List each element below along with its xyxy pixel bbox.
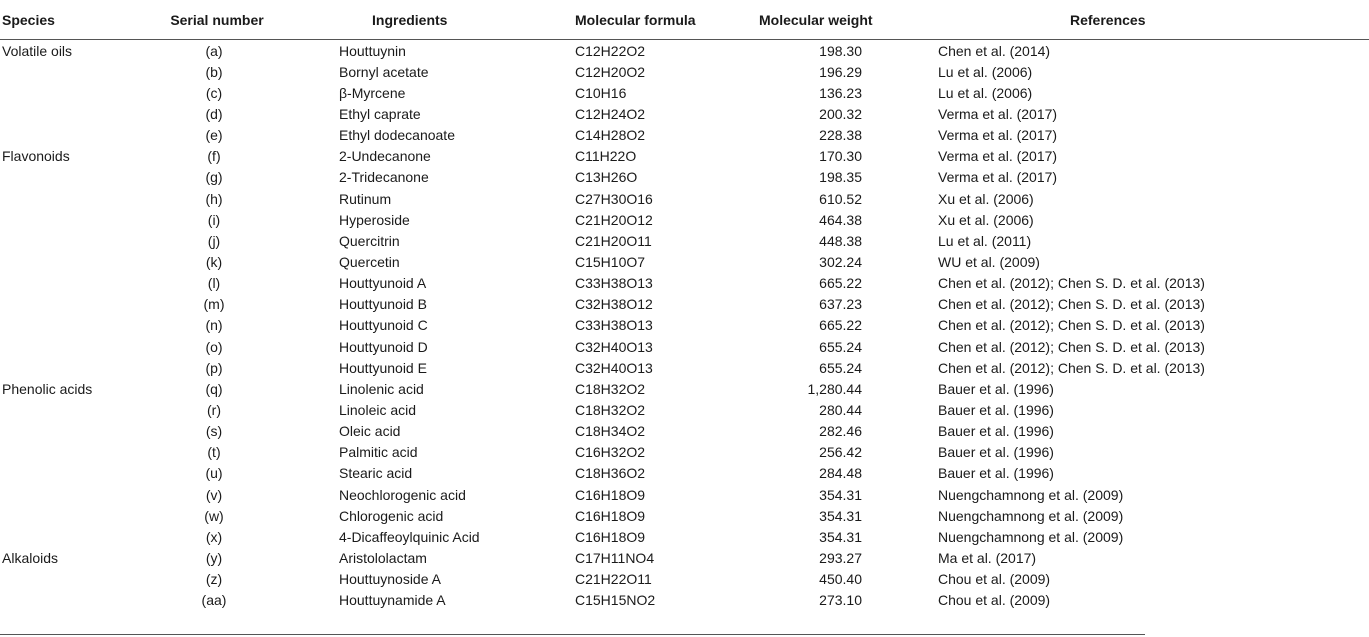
- serial-number-cell: (z): [205, 571, 223, 588]
- table-row: [0, 61, 1369, 82]
- species-cell: [0, 505, 142, 526]
- ingredient-cell: Bornyl acetate: [339, 63, 429, 80]
- species-cell: [0, 442, 142, 463]
- molecular-formula-cell: C32H40O13: [575, 338, 653, 355]
- molecular-weight-cell: 354.31: [819, 486, 862, 503]
- molecular-formula-cell: C10H16: [575, 84, 627, 101]
- molecular-weight-cell: 610.52: [819, 190, 862, 207]
- serial-number-cell: (t): [207, 444, 221, 461]
- species-cell: [0, 103, 142, 124]
- table-row: [0, 167, 1369, 188]
- serial-number-cell: (o): [205, 338, 223, 355]
- serial-number-cell: (y): [205, 549, 223, 566]
- molecular-formula-cell: C16H18O9: [575, 507, 646, 524]
- serial-number-cell: (q): [205, 380, 223, 397]
- ingredient-cell: Houttuynoside A: [339, 571, 441, 588]
- reference-cell: Verma et al. (2017): [938, 169, 1058, 186]
- ingredient-cell: Houttyunoid D: [339, 338, 428, 355]
- molecular-weight-cell: 637.23: [819, 296, 862, 313]
- table-row: [0, 230, 1369, 251]
- ingredient-cell: Chlorogenic acid: [339, 507, 444, 524]
- ingredient-cell: Hyperoside: [339, 211, 410, 228]
- molecular-formula-cell: C16H32O2: [575, 444, 646, 461]
- table-row: [0, 125, 1369, 146]
- serial-number-cell: (g): [205, 169, 223, 186]
- reference-cell: Bauer et al. (1996): [938, 401, 1054, 418]
- table-row: [0, 569, 1369, 590]
- molecular-weight-cell: 1,280.44: [807, 380, 862, 397]
- species-cell: [0, 188, 142, 209]
- reference-cell: Xu et al. (2006): [938, 190, 1034, 207]
- serial-number-cell: (b): [205, 63, 223, 80]
- molecular-formula-cell: C18H36O2: [575, 465, 646, 482]
- molecular-weight-cell: 196.29: [819, 63, 862, 80]
- molecular-weight-cell: 256.42: [819, 444, 862, 461]
- molecular-weight-cell: 302.24: [819, 253, 862, 270]
- table-row: [0, 40, 1369, 62]
- table-row: [0, 463, 1369, 484]
- molecular-weight-cell: 200.32: [819, 105, 862, 122]
- molecular-formula-cell: C21H20O12: [575, 211, 653, 228]
- molecular-formula-cell: C11H22O: [575, 148, 637, 165]
- species-cell: [0, 569, 142, 590]
- ingredient-cell: Houttyunoid C: [339, 317, 428, 334]
- molecular-weight-cell: 228.38: [819, 127, 862, 144]
- reference-cell: Chen et al. (2012); Chen S. D. et al. (2013): [938, 359, 1205, 376]
- serial-number-cell: (p): [205, 359, 223, 376]
- serial-number-cell: (r): [207, 401, 221, 418]
- header-species: Species: [0, 0, 142, 40]
- ingredient-cell: Houttyunoid E: [339, 359, 427, 376]
- species-cell: Alkaloids: [2, 549, 59, 566]
- species-cell: [0, 273, 142, 294]
- reference-cell: WU et al. (2009): [938, 253, 1040, 270]
- species-cell: [0, 357, 142, 378]
- molecular-weight-cell: 198.35: [819, 169, 862, 186]
- table-row: [0, 357, 1369, 378]
- species-cell: [0, 315, 142, 336]
- molecular-formula-cell: C13H26O: [575, 169, 638, 186]
- serial-number-cell: (f): [207, 148, 221, 165]
- species-cell: Flavonoids: [2, 148, 70, 165]
- ingredient-cell: Quercitrin: [339, 232, 400, 249]
- species-cell: [0, 463, 142, 484]
- species-cell: [0, 209, 142, 230]
- serial-number-cell: (w): [204, 507, 224, 524]
- serial-number-cell: (e): [205, 127, 223, 144]
- ingredient-cell: Palmitic acid: [339, 444, 418, 461]
- molecular-formula-cell: C16H18O9: [575, 486, 646, 503]
- reference-cell: Chen et al. (2014): [938, 42, 1051, 59]
- molecular-formula-cell: C32H40O13: [575, 359, 653, 376]
- header-molecular-weight: Molecular weight: [753, 0, 934, 40]
- molecular-weight-cell: 198.30: [819, 42, 862, 59]
- ingredient-cell: Houttyunoid B: [339, 296, 427, 313]
- molecular-formula-cell: C14H28O2: [575, 127, 646, 144]
- reference-cell: Chen et al. (2012); Chen S. D. et al. (2013): [938, 275, 1205, 292]
- table-body: [0, 40, 1369, 611]
- table-row: [0, 103, 1369, 124]
- species-cell: [0, 294, 142, 315]
- reference-cell: Ma et al. (2017): [938, 549, 1037, 566]
- ingredient-cell: Linoleic acid: [339, 401, 417, 418]
- serial-number-cell: (v): [205, 486, 223, 503]
- reference-cell: Chen et al. (2012); Chen S. D. et al. (2013): [938, 296, 1205, 313]
- table-row: [0, 421, 1369, 442]
- species-cell: [0, 82, 142, 103]
- molecular-weight-cell: 293.27: [819, 549, 862, 566]
- molecular-formula-cell: C32H38O12: [575, 296, 653, 313]
- molecular-weight-cell: 354.31: [819, 528, 862, 545]
- molecular-formula-cell: C18H34O2: [575, 423, 646, 440]
- molecular-formula-cell: C27H30O16: [575, 190, 653, 207]
- ingredient-cell: Aristololactam: [339, 549, 427, 566]
- table-row: [0, 484, 1369, 505]
- species-cell: [0, 167, 142, 188]
- header-molecular-formula: Molecular formula: [573, 0, 753, 40]
- table-row: [0, 251, 1369, 272]
- reference-cell: Lu et al. (2006): [938, 84, 1033, 101]
- ingredient-cell: β-Myrcene: [339, 84, 406, 101]
- ingredient-cell: Houttyunoid A: [339, 275, 427, 292]
- species-cell: [0, 421, 142, 442]
- molecular-weight-cell: 136.23: [819, 84, 862, 101]
- table-header: [0, 0, 1369, 40]
- serial-number-cell: (aa): [201, 592, 227, 609]
- molecular-formula-cell: C12H20O2: [575, 63, 646, 80]
- header-references: References: [934, 0, 1369, 40]
- reference-cell: Chen et al. (2012); Chen S. D. et al. (2013): [938, 317, 1205, 334]
- molecular-formula-cell: C18H32O2: [575, 401, 646, 418]
- ingredient-cell: Houttuynamide A: [339, 592, 446, 609]
- molecular-weight-cell: 282.46: [819, 423, 862, 440]
- molecular-formula-cell: C21H20O11: [575, 232, 652, 249]
- table-row: [0, 315, 1369, 336]
- table-row: [0, 188, 1369, 209]
- table-row: [0, 378, 1369, 399]
- molecular-weight-cell: 655.24: [819, 359, 862, 376]
- header-ingredients: Ingredients: [336, 0, 573, 40]
- table-row: [0, 526, 1369, 547]
- header-row: [0, 0, 1369, 40]
- molecular-weight-cell: 665.22: [819, 275, 862, 292]
- reference-cell: Lu et al. (2011): [938, 232, 1032, 249]
- reference-cell: Chen et al. (2012); Chen S. D. et al. (2013): [938, 338, 1205, 355]
- table-bottom-rule: [0, 634, 1145, 635]
- ingredient-cell: Ethyl caprate: [339, 105, 421, 122]
- reference-cell: Bauer et al. (1996): [938, 465, 1054, 482]
- molecular-weight-cell: 170.30: [819, 148, 862, 165]
- reference-cell: Chou et al. (2009): [938, 571, 1051, 588]
- ingredient-cell: Oleic acid: [339, 423, 401, 440]
- table-row: [0, 442, 1369, 463]
- ingredient-cell: 2-Undecanone: [339, 148, 431, 165]
- ingredient-cell: 4-Dicaffeoylquinic Acid: [339, 528, 480, 545]
- molecular-weight-cell: 655.24: [819, 338, 862, 355]
- reference-cell: Lu et al. (2006): [938, 63, 1033, 80]
- reference-cell: Bauer et al. (1996): [938, 423, 1054, 440]
- molecular-weight-cell: 280.44: [819, 401, 862, 418]
- molecular-formula-cell: C15H15NO2: [575, 592, 656, 609]
- molecular-formula-cell: C33H38O13: [575, 317, 653, 334]
- molecular-weight-cell: 464.38: [819, 211, 862, 228]
- species-cell: [0, 336, 142, 357]
- serial-number-cell: (j): [207, 232, 221, 249]
- table-row: [0, 505, 1369, 526]
- reference-cell: Bauer et al. (1996): [938, 380, 1054, 397]
- species-cell: [0, 251, 142, 272]
- species-cell: [0, 484, 142, 505]
- reference-cell: Nuengchamnong et al. (2009): [938, 486, 1124, 503]
- reference-cell: Verma et al. (2017): [938, 127, 1058, 144]
- molecular-formula-cell: C21H22O11: [575, 571, 652, 588]
- molecular-formula-cell: C17H11NO4: [575, 549, 655, 566]
- ingredient-cell: 2-Tridecanone: [339, 169, 429, 186]
- molecular-weight-cell: 665.22: [819, 317, 862, 334]
- table-row: [0, 146, 1369, 167]
- ingredient-cell: Quercetin: [339, 253, 400, 270]
- serial-number-cell: (u): [205, 465, 223, 482]
- table-row: [0, 82, 1369, 103]
- serial-number-cell: (c): [205, 84, 223, 101]
- table-row: [0, 336, 1369, 357]
- header-serial-number: Serial number: [142, 0, 336, 40]
- ingredient-cell: Stearic acid: [339, 465, 413, 482]
- molecular-weight-cell: 450.40: [819, 571, 862, 588]
- serial-number-cell: (i): [207, 211, 221, 228]
- species-cell: [0, 230, 142, 251]
- serial-number-cell: (l): [207, 275, 221, 292]
- molecular-formula-cell: C12H22O2: [575, 42, 646, 59]
- species-cell: [0, 526, 142, 547]
- reference-cell: Chou et al. (2009): [938, 592, 1051, 609]
- species-cell: Phenolic acids: [2, 380, 93, 397]
- species-cell: [0, 399, 142, 420]
- table-row: [0, 547, 1369, 568]
- table-row: [0, 209, 1369, 230]
- molecular-weight-cell: 273.10: [819, 592, 862, 609]
- reference-cell: Verma et al. (2017): [938, 105, 1058, 122]
- table-row: [0, 399, 1369, 420]
- molecular-formula-cell: C16H18O9: [575, 528, 646, 545]
- ingredient-cell: Ethyl dodecanoate: [339, 127, 455, 144]
- ingredient-cell: Neochlorogenic acid: [339, 486, 466, 503]
- serial-number-cell: (d): [205, 105, 223, 122]
- reference-cell: Nuengchamnong et al. (2009): [938, 528, 1124, 545]
- ingredient-cell: Houttuynin: [339, 42, 406, 59]
- reference-cell: Bauer et al. (1996): [938, 444, 1054, 461]
- ingredient-cell: Linolenic acid: [339, 380, 424, 397]
- serial-number-cell: (h): [205, 190, 223, 207]
- molecular-weight-cell: 354.31: [819, 507, 862, 524]
- molecular-formula-cell: C12H24O2: [575, 105, 646, 122]
- serial-number-cell: (s): [205, 423, 223, 440]
- serial-number-cell: (x): [205, 528, 223, 545]
- molecular-formula-cell: C18H32O2: [575, 380, 646, 397]
- serial-number-cell: (k): [205, 253, 223, 270]
- ingredient-cell: Rutinum: [339, 190, 392, 207]
- species-cell: [0, 61, 142, 82]
- reference-cell: Xu et al. (2006): [938, 211, 1034, 228]
- serial-number-cell: (m): [203, 296, 225, 313]
- serial-number-cell: (n): [205, 317, 223, 334]
- species-cell: Volatile oils: [2, 42, 73, 59]
- serial-number-cell: (a): [205, 42, 223, 59]
- species-cell: [0, 125, 142, 146]
- molecular-formula-cell: C15H10O7: [575, 253, 646, 270]
- table-row: [0, 273, 1369, 294]
- molecular-formula-cell: C33H38O13: [575, 275, 653, 292]
- molecular-weight-cell: 284.48: [819, 465, 862, 482]
- species-cell: [0, 590, 142, 611]
- reference-cell: Nuengchamnong et al. (2009): [938, 507, 1124, 524]
- table-row: [0, 590, 1369, 611]
- reference-cell: Verma et al. (2017): [938, 148, 1058, 165]
- table-row: [0, 294, 1369, 315]
- molecular-weight-cell: 448.38: [819, 232, 862, 249]
